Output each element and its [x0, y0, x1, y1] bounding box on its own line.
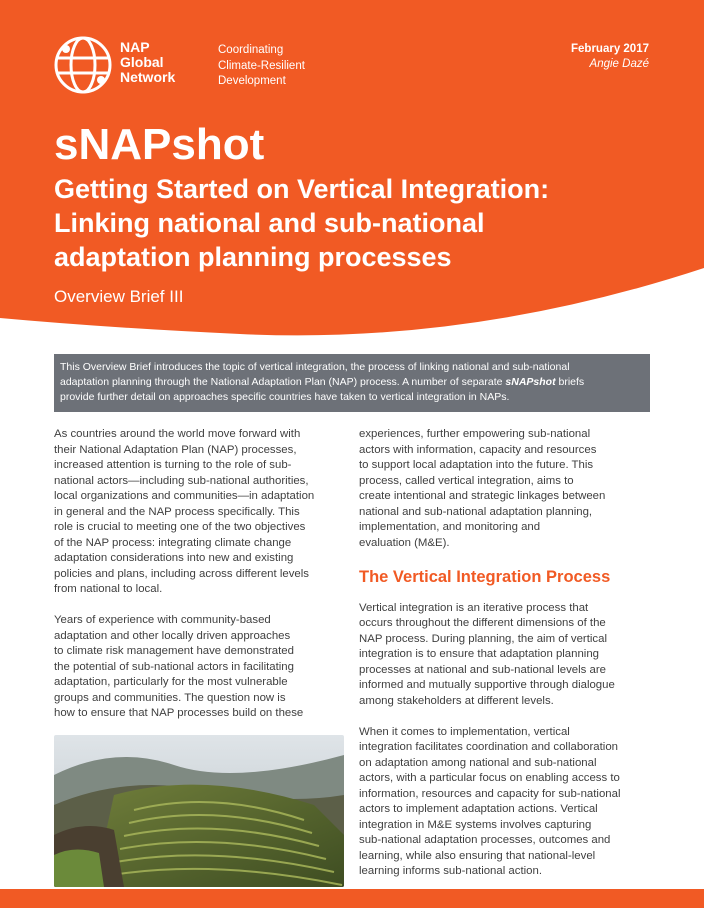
text-line: integration in M&E systems involves capturing	[359, 818, 592, 831]
text-line: As countries around the world move forward with	[54, 428, 301, 440]
intro-line	[60, 375, 640, 390]
text-line: local organizations and communities—in adaptation	[54, 490, 315, 502]
left-column	[54, 427, 314, 737]
intro-line: provide further detail on approaches specific countries have taken to vertical integration in NAPs.	[60, 391, 510, 403]
globe-logo-icon	[54, 36, 112, 94]
intro-text: adaptation planning through the National Adaptation Plan (NAP) process. A number of separate	[60, 376, 506, 388]
text-line: When it comes to implementation, vertical	[359, 725, 570, 738]
author-name: Angie Dazé	[589, 58, 649, 70]
text-line: sub-national adaptation processes, outcomes and	[359, 834, 611, 846]
title-line: Getting Started on Vertical Integration:	[54, 174, 550, 204]
text-line: their National Adaptation Plan (NAP) processes,	[54, 443, 297, 456]
tagline	[218, 43, 305, 90]
text-line: experiences, further empowering sub-national	[359, 428, 591, 440]
text-line: informed and mutually supportive through dialogue	[359, 679, 615, 691]
text-line: NAP process. During planning, the aim of vertical	[359, 632, 607, 645]
text-line: adaptation and other locally driven approaches	[54, 629, 291, 642]
logo-line: Network	[120, 69, 176, 85]
text-line: Years of experience with community-based	[54, 614, 271, 626]
text-line: on adaptation among national and sub-national	[359, 756, 597, 769]
text-line: information, resources and capacity for sub-national	[359, 787, 621, 800]
body-paragraph	[359, 601, 621, 710]
text-line: learning, while also ensuring that national-level	[359, 849, 596, 862]
text-line: adaptation, particularly for the most vulnerable	[54, 676, 288, 688]
publication-date: February 2017	[571, 43, 649, 55]
text-line: of the NAP process: integrating climate change	[54, 536, 292, 549]
text-line: how to ensure that NAP processes build on these	[54, 707, 304, 719]
series-brand: sNAPshot	[54, 120, 265, 169]
logo-line: NAP	[120, 39, 150, 55]
text-line: integration is to ensure that adaptation planning	[359, 648, 600, 660]
text-line: Vertical integration is an iterative process that	[359, 601, 589, 614]
document-subtitle: Overview Brief III	[54, 287, 184, 306]
text-line: evaluation (M&E).	[359, 536, 450, 549]
text-line: national actors—including sub-national authorities,	[54, 474, 309, 487]
text-line: actors with information, capacity and resources	[359, 443, 597, 456]
footer-bar	[0, 889, 704, 908]
text-line: role is crucial to meeting one of the two objectives	[54, 521, 306, 533]
text-line: implementation, and monitoring and	[359, 521, 541, 533]
body-paragraph	[359, 427, 621, 551]
section-heading: The Vertical Integration Process	[359, 567, 611, 586]
text-line: integration facilitates coordination and collaboration	[359, 741, 618, 753]
intro-line: This Overview Brief introduces the topic of vertical integration, the process of linking national and sub-national	[60, 361, 570, 373]
text-line: in general and the NAP process specifically. This	[54, 505, 300, 518]
text-line: groups and communities. The question now is	[54, 691, 286, 704]
text-line: processes at national and sub-national levels are	[359, 663, 606, 676]
document-title	[54, 172, 654, 274]
text-line: the potential of sub-national actors in facilitating	[54, 660, 294, 673]
body-paragraph	[359, 725, 621, 880]
text-line: to support local adaptation into the future. This	[359, 459, 594, 471]
tagline-line: Coordinating	[218, 44, 284, 56]
body-paragraph	[54, 613, 314, 722]
text-line: learning informs sub-national action.	[359, 865, 542, 877]
date-author-block	[571, 42, 649, 72]
title-line: Linking national and sub-national	[54, 208, 485, 238]
intro-text: briefs	[555, 376, 585, 388]
text-line: national and sub-national adaptation planning,	[359, 505, 593, 518]
intro-summary-box	[54, 354, 650, 412]
text-line: process, called vertical integration, aims to	[359, 474, 574, 487]
logo-line: Global	[120, 54, 164, 70]
text-line: occurs throughout the different dimensions of the	[359, 617, 606, 629]
title-line: adaptation planning processes	[54, 242, 452, 272]
terraced-hillside-photo	[54, 735, 344, 887]
intro-emphasis: sNAPshot	[505, 376, 556, 388]
right-column	[359, 427, 621, 895]
text-line: among stakeholders at different levels.	[359, 694, 554, 707]
text-line: actors to implement adaptation actions. Vertical	[359, 803, 598, 815]
text-line: actors, with a particular focus on enabling access to	[359, 772, 620, 784]
text-line: policies and plans, including across different levels	[54, 567, 309, 580]
logo-wordmark	[120, 40, 175, 85]
text-line: adaptation considerations into new and existing	[54, 552, 294, 564]
body-paragraph	[54, 427, 314, 598]
text-line: to climate risk management have demonstrated	[54, 645, 294, 657]
text-line: increased attention is turning to the role of sub-	[54, 459, 292, 471]
text-line: from national to local.	[54, 583, 163, 595]
tagline-line: Development	[218, 75, 286, 87]
tagline-line: Climate-Resilient	[218, 59, 305, 72]
text-line: create intentional and strategic linkages between	[359, 490, 606, 502]
